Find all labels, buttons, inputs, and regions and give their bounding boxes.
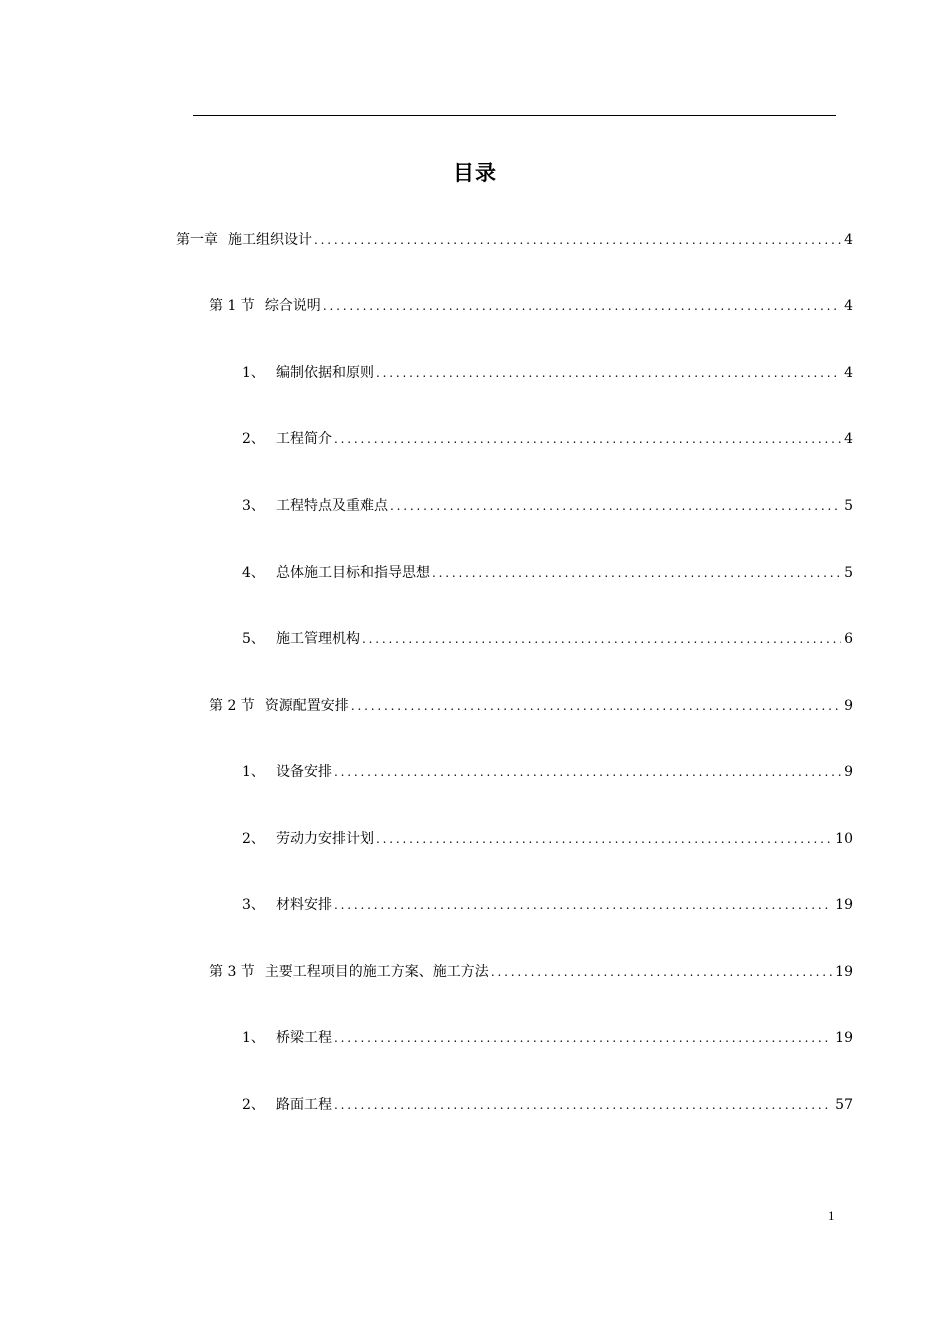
- toc-entry-page: 4: [844, 298, 853, 314]
- toc-entry-number: 2、: [242, 831, 265, 847]
- toc-entry-label: 施工管理机构: [276, 631, 360, 647]
- toc-title: 目录: [453, 161, 497, 185]
- toc-entry-number: 1、: [242, 764, 265, 780]
- toc-entry-label: 设备安排: [276, 764, 332, 780]
- toc-entry-label: 总体施工目标和指导思想: [276, 565, 430, 581]
- toc-entry-page: 19: [835, 1030, 853, 1046]
- toc-entry[interactable]: [242, 829, 853, 849]
- toc-entry-label: 综合说明: [264, 298, 321, 314]
- toc-entry-page: 9: [844, 764, 853, 780]
- toc-entry-number: 第一章: [176, 232, 218, 248]
- dot-leader: [390, 496, 841, 516]
- dot-leader: [362, 629, 841, 649]
- toc-entry-page: 19: [835, 897, 853, 913]
- dot-leader: [334, 1028, 832, 1048]
- toc-entry-label: 路面工程: [276, 1097, 332, 1113]
- toc-entry[interactable]: [242, 762, 853, 782]
- toc-entry-page: 57: [835, 1097, 853, 1113]
- dot-leader: [376, 829, 832, 849]
- toc-entry-page: 5: [844, 565, 853, 581]
- toc-entry[interactable]: [242, 496, 853, 516]
- toc-entry-label: 材料安排: [276, 897, 332, 913]
- toc-entry-label: 编制依据和原则: [276, 365, 374, 381]
- dot-leader: [376, 363, 841, 383]
- toc-entry-number: 2、: [242, 431, 265, 447]
- dot-leader: [351, 696, 841, 716]
- dot-leader: [334, 429, 841, 449]
- toc-entry[interactable]: [209, 962, 853, 982]
- toc-entry-number: 3、: [242, 498, 265, 514]
- toc-entry-number: 第 2 节: [209, 698, 255, 714]
- toc-entry-number: 第 1 节: [209, 298, 255, 314]
- dot-leader: [323, 296, 841, 316]
- toc-entry[interactable]: [242, 629, 853, 649]
- toc-entry-number: 2、: [242, 1097, 265, 1113]
- dot-leader: [491, 962, 832, 982]
- toc-entry[interactable]: [209, 696, 853, 716]
- dot-leader: [314, 230, 841, 250]
- dot-leader: [334, 762, 841, 782]
- toc-entry-page: 4: [844, 431, 853, 447]
- toc-entry-label: 主要工程项目的施工方案、施工方法: [264, 964, 489, 980]
- toc-entry[interactable]: [242, 1028, 853, 1048]
- toc-entry-label: 工程简介: [276, 431, 332, 447]
- toc-entry[interactable]: [242, 363, 853, 383]
- dot-leader: [432, 563, 841, 583]
- toc-entry[interactable]: [242, 1095, 853, 1115]
- toc-entry-page: 6: [844, 631, 853, 647]
- toc-entry-label: 施工组织设计: [228, 232, 312, 248]
- toc-entry[interactable]: [242, 563, 853, 583]
- toc-entry-label: 桥梁工程: [276, 1030, 332, 1046]
- toc-entry-page: 5: [844, 498, 853, 514]
- dot-leader: [334, 1095, 832, 1115]
- toc-entry-number: 1、: [242, 365, 265, 381]
- toc-entry-number: 第 3 节: [209, 964, 255, 980]
- toc-entry-label: 劳动力安排计划: [276, 831, 374, 847]
- toc-entry-page: 4: [844, 232, 853, 248]
- toc-entry[interactable]: [176, 230, 853, 250]
- toc-entry-page: 19: [835, 964, 853, 980]
- toc-entry-page: 4: [844, 365, 853, 381]
- page-number: 1: [828, 1208, 835, 1223]
- toc-entry-number: 4、: [242, 565, 265, 581]
- toc-entry[interactable]: [242, 895, 853, 915]
- toc-entry-label: 工程特点及重难点: [276, 498, 388, 514]
- toc-entry-number: 1、: [242, 1030, 265, 1046]
- dot-leader: [334, 895, 832, 915]
- toc-entry-page: 9: [844, 698, 853, 714]
- toc-entry-label: 资源配置安排: [264, 698, 349, 714]
- toc-entry-page: 10: [835, 831, 853, 847]
- toc-entry-number: 5、: [242, 631, 265, 647]
- toc-entry[interactable]: [242, 429, 853, 449]
- toc-entry-number: 3、: [242, 897, 265, 913]
- toc-entry[interactable]: [209, 296, 853, 316]
